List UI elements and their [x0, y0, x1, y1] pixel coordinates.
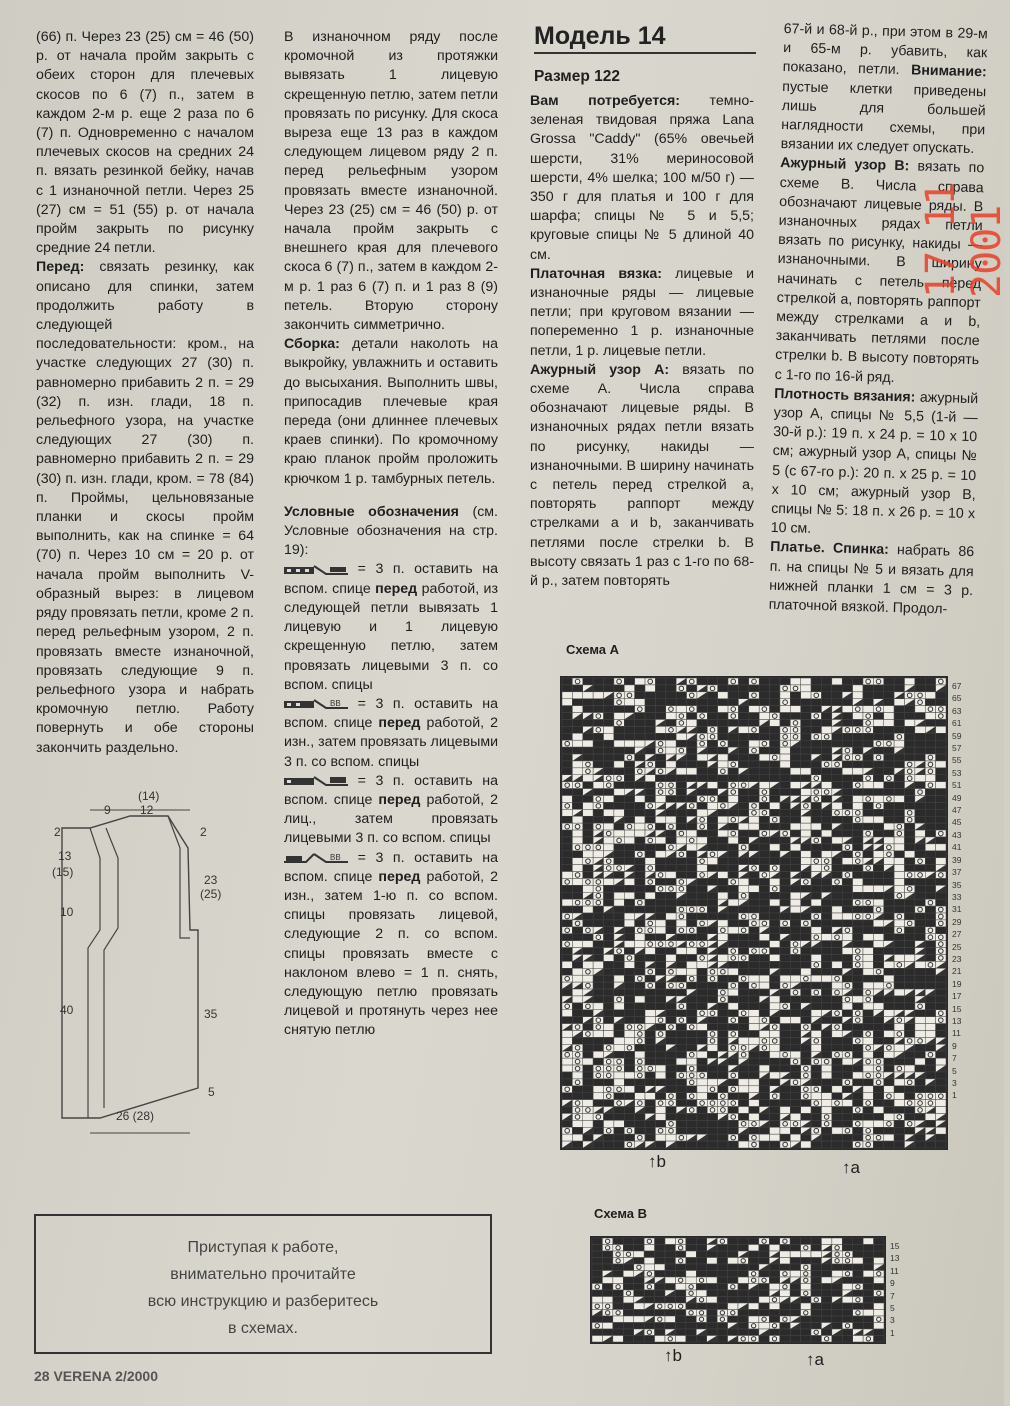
- svg-text:10: 10: [60, 905, 74, 919]
- arrow-a-marker: ↑a: [806, 1350, 824, 1369]
- section-heading: Ажурный узор B:: [780, 155, 910, 175]
- legend-intro: [284, 503, 498, 561]
- svg-text:BB: BB: [330, 699, 341, 709]
- row-number: 9: [952, 1040, 957, 1051]
- paragraph-text: связать резинку, как описано для спинки, затем продолжить работу в следующей последовательности: кром., на участке следующих 27 (30) п. равномерно прибавить 2 п. = 29 (32) п. изн. глади, 18 п. рельефного узора, на участке следующих 27 (30) п. равномерно прибавить 2 п. = 29 (30) п. изн. глади, кром. = 78 (84) п. Проймы, цельновязаные планки и скосы пройм выполнить, как на спинке = 64 (70) п. Через 10 см = 20 р. от начала пройм выполнить V-образный вырез: в лицевом ряду провязать петли, кроме 2 п. перед рельефным узором, 2 п. провязать вместе изнаночной, провязать следующие 9 п. рельефного узора и набрать кромочную петлю. Работу повернуть и обе стороны закончить раздельно.: [36, 259, 254, 756]
- row-number: 7: [890, 1290, 895, 1301]
- schema-a-chart: [560, 676, 948, 1150]
- svg-text:5: 5: [208, 1085, 215, 1099]
- note-line: всю инструкцию и разберитесь: [147, 1293, 379, 1310]
- svg-text:13: 13: [58, 849, 72, 863]
- date-stamp: 17 11 2001: [918, 182, 1010, 298]
- row-number: 61: [952, 718, 962, 729]
- legend-item: = 3 п. оставить на вспом. спице перед работой, 2 лиц., затем провязать лицевыми 3 п. со вспом. спицы: [284, 772, 499, 847]
- paragraph-front: [36, 258, 254, 757]
- svg-text:(15): (15): [52, 865, 74, 879]
- row-number: 59: [952, 730, 962, 741]
- row-number: 1: [952, 1090, 957, 1101]
- row-number: 29: [952, 916, 962, 927]
- paragraph-text: детали наколоть на выкройку, увлажнить и оставить до высыхания. Выполнить швы, припосадив плечевые края переда (они длиннее плечевых краев спинки). По кромочному краю планок пройм проложить крючком 1 р. тамбурных петель.: [284, 336, 498, 487]
- schema-b-title: Схема В: [594, 1206, 648, 1221]
- row-number: 13: [890, 1253, 900, 1264]
- row-number: 63: [952, 705, 962, 716]
- paragraph-garter: Платочная вязка: лицевые и изнаночные ряды — лицевые петли; при круговом вязании — попеременно 1 р. изнаночные петли, 1 р. лицевые петли.: [530, 265, 754, 359]
- arrow-b-marker: ↑b: [664, 1346, 682, 1365]
- row-number: 15: [890, 1241, 900, 1251]
- row-number: 3: [952, 1078, 957, 1088]
- text-column-3: [530, 92, 754, 591]
- cable-symbol-icon: [284, 698, 348, 710]
- svg-text:9: 9: [104, 803, 111, 817]
- section-heading: Условные обозначения: [284, 503, 459, 520]
- text-column-1: [36, 28, 254, 758]
- section-heading: Ажурный узор А:: [530, 361, 670, 378]
- cable-symbol-icon: [284, 775, 348, 787]
- pattern-schematic: [40, 788, 270, 1133]
- row-number: 37: [952, 867, 962, 878]
- row-number: 1: [890, 1327, 895, 1338]
- size-heading: Размер 122: [534, 68, 620, 85]
- paragraph: 67-й и 68-й р., при этом в 29-м и 65-м р. убавить, как показано, петли. Внимание: пустые клетки приведены лишь для большей наглядности схемы, при вязании их следует опускать.: [780, 20, 988, 158]
- svg-text:12: 12: [140, 803, 154, 817]
- paragraph-dress-back: Платье. Спинка: набрать 86 п. на спицы № 5 и вязать для нижней планки 1 см = 3 р. платочной вязкой. Продол-: [768, 539, 975, 618]
- section-heading: Платье. Спинка:: [769, 539, 889, 559]
- row-number: 3: [890, 1315, 895, 1326]
- schema-a-title: Схема А: [566, 642, 620, 657]
- page-footer: 28 VERENA 2/2000: [34, 1368, 158, 1384]
- paragraph-text: (см. Условные обозначения на стр. 19):: [284, 503, 498, 559]
- row-number: 15: [952, 1003, 962, 1014]
- row-number: 65: [952, 693, 962, 704]
- svg-text:(14): (14): [138, 789, 160, 803]
- paragraph-assembly: [284, 335, 498, 489]
- paragraph-gauge: Плотность вязания: ажурный узор А, спицы № 5,5 (1-й — 30-й р.): 19 п. х 24 р. = 10 х 10 см; ажурный узор А, спицы № 5 (с 67-го р.): 20 п. х 25 р. = 10 х 10 см; ажурный узор B, спицы № 5: 18 п. х 26 р. = 10 х 10 см.: [770, 385, 979, 538]
- row-number: 35: [952, 879, 962, 890]
- section-heading: Сборка:: [284, 336, 340, 353]
- cable-symbol-icon: [284, 564, 348, 576]
- row-number: 39: [952, 854, 962, 865]
- row-number: 7: [952, 1053, 957, 1064]
- svg-text:26 (28): 26 (28): [116, 1109, 155, 1123]
- note-line: внимательно прочитайте: [170, 1266, 356, 1283]
- schema-b-chart: [590, 1236, 886, 1344]
- arrow-b-marker: ↑b: [648, 1152, 666, 1171]
- knit-grid-cells: [592, 1238, 884, 1342]
- row-number: 31: [952, 904, 962, 915]
- row-number: 25: [952, 941, 962, 952]
- section-heading: Плотность вязания:: [774, 385, 916, 406]
- section-heading: Перед:: [36, 259, 85, 276]
- svg-text:BB: BB: [330, 852, 341, 862]
- row-number: 47: [952, 805, 962, 816]
- note-line: Приступая к работе,: [187, 1239, 339, 1256]
- row-number: 11: [890, 1265, 899, 1276]
- row-number: 41: [952, 842, 962, 853]
- row-number: 67: [952, 681, 962, 691]
- pattern-outline: [62, 816, 198, 1118]
- paragraph-lace-a: Ажурный узор А: вязать по схеме А. Числа справа обозначают лицевые ряды. В изнаночных рядах петли вязать по рисунку, накиды — изнаночными. В ширину начинать с петель перед стрелкой а, повторять раппорт между стрелками а и b, заканчивать петлями после стрелки b. В высоту связать 1 раз с 1-го по 68-й р., затем повторять: [530, 361, 754, 590]
- row-number: 51: [952, 780, 962, 791]
- row-number: 13: [952, 1015, 962, 1026]
- row-number: 17: [952, 991, 962, 1002]
- arrow-a-marker: ↑a: [842, 1158, 860, 1177]
- row-number: 43: [952, 829, 962, 840]
- legend-item: BB = 3 п. оставить на вспом. спице перед работой, 2 изн., затем провязать лицевыми 3 п. со вспом. спицы: [284, 695, 499, 770]
- note-line: в схемах.: [227, 1320, 298, 1337]
- paragraph-materials: Вам потребуется: темно-зеленая твидовая пряжа Lana Grossa "Caddy" (65% овечьей шерсти, 31% мериносовой шерсти, 4% шелка; 100 м/50 г) — 350 г для платья и 100 г для шарфа; спицы № 5 и 5,5; круговые спицы № 5 длиной 40 см.: [530, 93, 754, 263]
- model-title: Модель 14: [534, 22, 666, 50]
- paragraph-lace-b: Ажурный узор B: вязать по схеме B. Числа справа обозначают лицевые ряды. В изнаночных рядах петли вязать по рисунку, накиды — изнаночными. В ширину начинать с петель перед стрелкой а, повторять раппорт между стрелками а и b, заканчивать петлями после стрелки b. В высоту повторять с 1-го по 16-й ряд.: [774, 155, 985, 386]
- row-number: 49: [952, 792, 962, 803]
- row-number: 57: [952, 743, 962, 754]
- row-number: 19: [952, 978, 962, 989]
- text-column-2: [284, 28, 498, 1041]
- schema-a-row-numbers: [952, 680, 961, 1102]
- legend-item: = 3 п. оставить на вспом. спице перед работой, из следующей петли вывязать 1 лицевую и 1 лицевую скрещенную петлю, затем провязать лицевыми 3 п. со вспом. спицы: [284, 561, 498, 693]
- svg-text:(25): (25): [200, 887, 222, 901]
- placket-line: [88, 828, 100, 1118]
- cable-symbol-icon: [284, 852, 348, 864]
- knit-grid-cells: [562, 678, 946, 1148]
- svg-text:23: 23: [204, 873, 218, 887]
- section-heading: Платочная вязка:: [530, 265, 662, 282]
- svg-text:2: 2: [54, 825, 61, 839]
- paragraph: (66) п. Через 23 (25) см = 46 (50) р. от начала пройм закрыть с обеих сторон для плечевых скосов по 6 (7) п., затем в каждом 2-м р. еще 2 раза по 6 (7) п. Одновременно с началом плечевых скосов на средних 24 п. вязать резинкой бейку, начав с 1 изнаночной петли. Через 25 (27) см = 51 (55) р. от начала пройм закрыть по рисунку средние 24 петли.: [36, 29, 254, 257]
- section-heading: Внимание:: [910, 62, 987, 81]
- schema-b-row-numbers: [890, 1240, 899, 1339]
- svg-text:35: 35: [204, 1007, 218, 1021]
- row-number: 45: [952, 817, 962, 828]
- svg-text:40: 40: [60, 1003, 74, 1017]
- title-rule: [534, 52, 756, 54]
- instruction-note-box: [34, 1214, 492, 1354]
- svg-text:2: 2: [200, 825, 207, 839]
- row-number: 53: [952, 767, 962, 778]
- row-number: 33: [952, 891, 962, 902]
- section-heading: Вам потребуется:: [530, 93, 681, 109]
- row-number: 5: [952, 1065, 957, 1076]
- legend-item: BB = 3 п. оставить на вспом. спице перед работой, 2 изн., затем 1-ю п. со вспом. спицы провязать лицевой, следующие 2 п. со вспом. спицы провязать вместе с наклоном влево = 1 п. снять, следующую петлю провязать лицевой и протянуть через нее снятую петлю: [284, 849, 499, 1039]
- placket-line: [104, 828, 118, 1108]
- paragraph: В изнаночном ряду после кромочной из протяжки вывязать 1 лицевую скрещенную петлю, затем петли провязать по рисунку. Для скоса выреза еще 13 раз в каждом следующем лицевом ряду 2 п. перед рельефным узором провязать вместе изнаночной. Через 23 (25) см = 46 (50) р. от начала пройм закрыть с внешнего края для плечевого скоса 6 (7) п., затем в каждом 2-м р. 1 раз 6 (7) п. и 1 раз 8 (9) петель. Вторую сторону закончить симметрично.: [284, 29, 498, 334]
- row-number: 23: [952, 953, 962, 964]
- row-number: 5: [890, 1303, 895, 1314]
- row-number: 55: [952, 755, 962, 766]
- row-number: 9: [890, 1278, 895, 1289]
- row-number: 27: [952, 929, 962, 940]
- row-number: 21: [952, 966, 962, 977]
- row-number: 11: [952, 1028, 961, 1039]
